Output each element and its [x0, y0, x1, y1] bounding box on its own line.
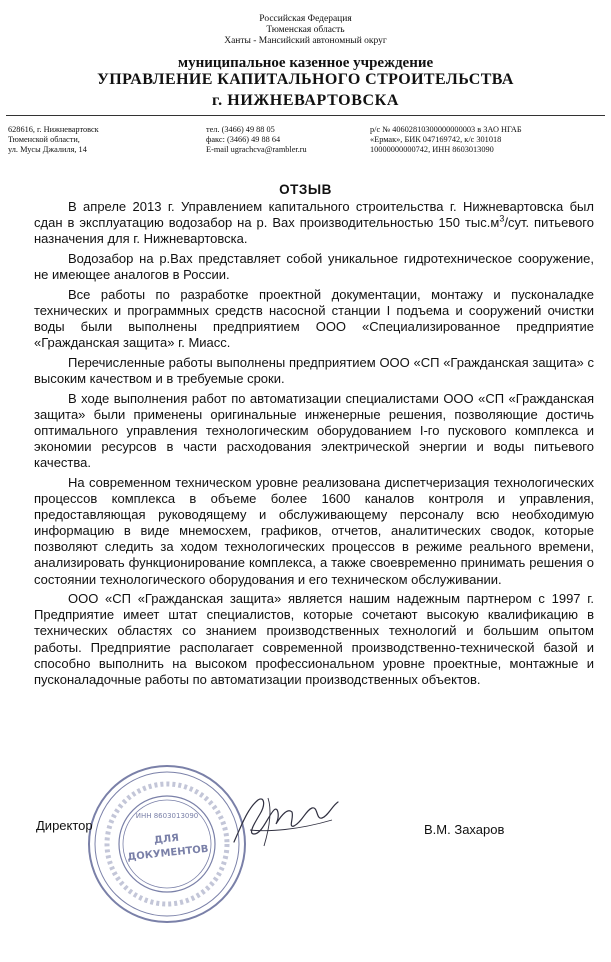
paragraph: В ходе выполнения работ по автоматизации специалистами ООО «СП «Гражданская защита» были применены оригинальные инженерные решения, позволяющие достичь оптимального управления технологическим оборудованием I-го пускового комплекса и экономии ресурсов в части расходования электрической энергии и воды питьевого качества. [34, 390, 594, 471]
paragraph: ООО «СП «Гражданская защита» является нашим надежным партнером с 1997 г. Предприятие имеет штат специалистов, которые сочетают высокую квалификацию в технических областях со знанием производственных технологий и большим опытом работы. Предприятие располагает современной производственно-технической базой и способно выполнить на высоком профессиональном уровне проектные, монтажные и пусконаладочные работы по автоматизации производственных объектов. [34, 591, 594, 687]
address-line: ул. Мусы Джалиля, 14 [8, 145, 87, 154]
letter-body [34, 199, 594, 692]
p1-superscript: 3 [499, 213, 505, 224]
p1-main: В апреле 2013 г. Управлением капитального строительства г. Нижневартовска был сдан в эксплуатацию водозабор на р. Вах производительностью 150 тыс.м [34, 199, 594, 231]
fax-line: факс: (3466) 49 88 64 [206, 135, 281, 144]
signer-name: В.М. Захаров [424, 822, 505, 837]
org-city: г. НИЖНЕВАРТОВСКА [212, 92, 399, 109]
phone-line: тел. (3466) 49 88 05 [206, 125, 275, 134]
signer-role: Директор [36, 818, 93, 833]
bank-line: р/с № 40602810300000000003 в ЗАО НГАБ [370, 125, 522, 134]
paragraph: На современном техническом уровне реализована диспетчеризация технологических процессов комплекса в объеме более 1600 каналов контроля и управления, предоставляющая руководящему и обслуживающему персоналу всю необходимую информацию в виде мнемосхем, графиков, отчетов, аналитических сводок, которые позволяют следить за ходом технологических процессов в режиме реального времени, анализировать функционирование комплекса, а также своевременно принимать решения о состоянии технологического оборудования и его техническом обслуживании. [34, 474, 594, 587]
address-block [8, 125, 99, 155]
handwritten-signature [228, 790, 358, 850]
paragraph [34, 199, 594, 247]
paragraph: Перечисленные работы выполнены предприятием ООО «СП «Гражданская защита» с высоким качеством и в требуемые сроки. [34, 354, 594, 386]
phone-block [206, 125, 307, 155]
stamp-inn-text: ИНН 8603013090 [135, 812, 199, 820]
paragraph: Водозабор на р.Вах представляет собой уникальное гидротехническое сооружение, не имеющее аналогов в России. [34, 250, 594, 283]
email-line: E-mail ugrachcva@rambler.ru [206, 145, 307, 154]
stamp-text-line2: ДОКУМЕНТОВ [126, 843, 210, 864]
header-divider [6, 115, 605, 116]
header-region: Тюменская область [266, 25, 345, 35]
bank-line: «Ермак», БИК 047169742, к/с 301018 [370, 135, 502, 144]
header-okrug: Ханты - Мансийский автономный округ [224, 36, 387, 46]
address-line: Тюменской области, [8, 135, 80, 144]
bank-block [370, 125, 522, 155]
letter-title: ОТЗЫВ [279, 182, 332, 197]
org-type: муниципальное казенное учреждение [177, 55, 434, 71]
bank-line: 10000000000742, ИНН 8603013090 [370, 145, 494, 154]
stamp-text-line1: ДЛЯ [153, 832, 180, 847]
official-stamp [82, 752, 252, 932]
paragraph: Все работы по разработке проектной документации, монтажу и пусконаладке технических и программных средств насосной станции I подъема и сооружений очистки воды были выполнены предприятием ООО «Специализированное предприятие «Гражданская защита» г. Миасс. [34, 286, 594, 351]
org-name: УПРАВЛЕНИЕ КАПИТАЛЬНОГО СТРОИТЕЛЬСТВА [97, 71, 514, 88]
p1-end: /сут. питьевого назначения для г. Нижневартовска. [34, 215, 594, 247]
header-country: Российская Федерация [259, 14, 352, 24]
address-line: 628616, г. Нижневартовск [8, 125, 99, 134]
